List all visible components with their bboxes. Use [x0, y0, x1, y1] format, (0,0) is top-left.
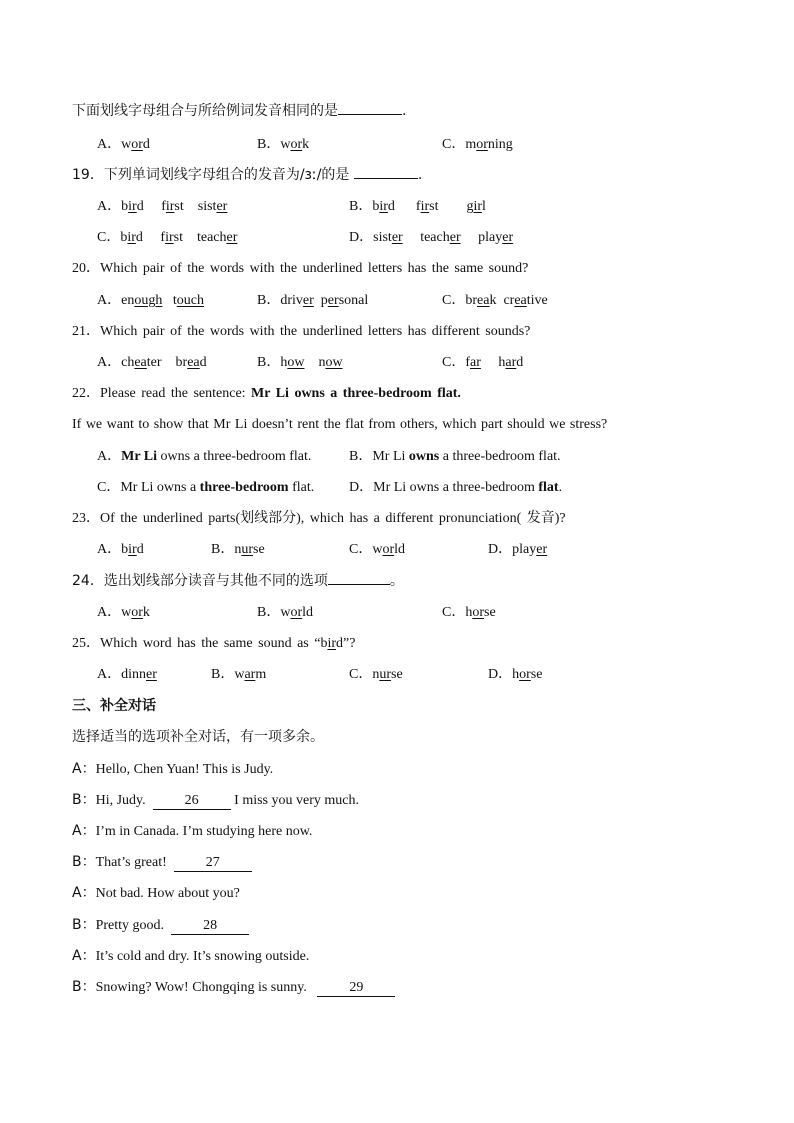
q22-option-d[interactable] — [349, 479, 562, 497]
q20-option-c[interactable] — [442, 292, 548, 310]
option-label: A． — [97, 199, 122, 214]
stressed-part: Mr Li — [121, 449, 158, 464]
option-text: owns a three-bedroom flat. — [157, 449, 312, 464]
word-part: se — [484, 605, 496, 620]
word-part: play — [512, 542, 537, 557]
underlined-letters: er — [391, 230, 403, 245]
word-part: k — [142, 605, 150, 620]
q19-option-d[interactable] — [349, 229, 513, 247]
option-text: Mr Li owns a three-bedroom — [373, 480, 539, 495]
dialogue-text: Pretty good. — [95, 918, 168, 933]
word-part: d — [136, 542, 144, 557]
underlined-letters: or — [519, 667, 531, 682]
stressed-part: flat — [538, 480, 559, 495]
word-part: sist — [373, 230, 392, 245]
q22-option-a[interactable] — [97, 448, 311, 466]
word-part: g — [466, 199, 474, 214]
q19-stem — [72, 166, 422, 184]
underlined-letters: ir — [165, 199, 175, 214]
q22-stem — [72, 385, 461, 403]
q18-option-b[interactable] — [257, 136, 309, 154]
word-part: b — [121, 542, 129, 557]
dialogue-line — [72, 853, 252, 872]
word-part: d — [516, 355, 524, 370]
word-part: d — [387, 199, 395, 214]
option-label: B． — [257, 355, 281, 370]
q22-option-c[interactable] — [97, 479, 314, 497]
word-part: d — [199, 355, 207, 370]
speaker-label: A： — [72, 885, 96, 901]
underlined-letters: or — [476, 137, 488, 152]
word-part: d — [142, 137, 150, 152]
blank-27[interactable]: 27 — [174, 855, 252, 872]
word-part: w — [121, 137, 132, 152]
q19-option-b[interactable] — [349, 198, 486, 216]
dialogue-line — [72, 884, 240, 903]
word-part: ld — [394, 542, 406, 557]
word-part: se — [391, 667, 403, 682]
word-part: k — [489, 293, 497, 308]
option-label: A． — [97, 605, 122, 620]
speaker-label: A： — [72, 948, 96, 964]
underlined-letters: ir — [165, 230, 174, 245]
dialogue-line — [72, 978, 395, 997]
underlined-letters: or — [131, 605, 143, 620]
option-text: flat. — [288, 480, 315, 495]
dialogue-text: It’s cold and dry. It’s snowing outside. — [95, 949, 310, 964]
option-text: . — [558, 480, 563, 495]
dialogue-text: I’m in Canada. I’m studying here now. — [95, 824, 313, 839]
word-part: h — [280, 355, 288, 370]
word-part: n — [318, 355, 326, 370]
word-part: st — [173, 230, 183, 245]
word-part: en — [121, 293, 135, 308]
dialogue-text: Hello, Chen Yuan! This is Judy. — [95, 762, 274, 777]
option-label: B． — [257, 293, 281, 308]
underlined-letters: or — [382, 542, 395, 557]
option-label: C． — [442, 137, 466, 152]
word-part: f — [161, 199, 166, 214]
option-label: C． — [442, 605, 466, 620]
speaker-label: B： — [72, 917, 96, 933]
dialogue-text: Not bad. How about you? — [95, 886, 240, 901]
underlined-letters: ea — [187, 355, 200, 370]
word-part: st — [429, 199, 439, 214]
word-part: f — [415, 199, 421, 214]
word-part: d — [136, 199, 144, 214]
underlined-letters: ow — [287, 355, 305, 370]
option-label: D． — [349, 230, 374, 245]
q18-stem — [72, 102, 406, 120]
underlined-letters: ur — [379, 667, 392, 682]
q23-option-a[interactable] — [97, 541, 144, 559]
word-part: ning — [487, 137, 513, 152]
underlined-letters: ir — [127, 230, 136, 245]
option-label: A． — [97, 355, 122, 370]
q18-stem-text: 下面划线字母组合与所给例词发音相同的是 — [72, 103, 338, 119]
q20-stem-text: Which pair of the words with the underlined letters has the same sound? — [100, 261, 529, 276]
underlined-letters: or — [290, 605, 303, 620]
word-part: br — [465, 293, 478, 308]
word-part: h — [498, 355, 506, 370]
option-label: A． — [97, 137, 122, 152]
q23-stem — [72, 510, 566, 528]
q23-stem-text: Of the underlined parts(划线部分), which has a different pronunciation( 发音)? — [100, 511, 566, 526]
word-part: tive — [526, 293, 548, 308]
underlined-letters: or — [472, 605, 485, 620]
word-part: w — [121, 605, 132, 620]
word-part: w — [234, 667, 245, 682]
q21-option-b[interactable] — [257, 354, 343, 372]
speaker-label: A： — [72, 761, 96, 777]
q25-stem-text: Which word has the same sound as “b — [100, 636, 328, 651]
q24-answer-blank[interactable] — [328, 584, 390, 585]
word-part: sonal — [338, 293, 369, 308]
word-part: b — [120, 230, 128, 245]
underlined-letters: ar — [505, 355, 517, 370]
underlined-letters: ea — [477, 293, 490, 308]
q21-option-a[interactable] — [97, 354, 207, 372]
underlined-letters: ea — [134, 355, 147, 370]
q22-stem-text: Please read the sentence: — [100, 386, 252, 401]
q24-stem — [72, 572, 404, 590]
underlined-letters: er — [302, 293, 314, 308]
dialogue-line — [72, 791, 359, 810]
word-part: ld — [302, 605, 314, 620]
word-part: k — [302, 137, 310, 152]
dialogue-text: Snowing? Wow! Chongqing is sunny. — [95, 980, 311, 995]
q19-answer-blank[interactable] — [354, 178, 418, 179]
underlined-letters: ir — [420, 199, 430, 214]
stressed-part: owns — [408, 449, 440, 464]
word-part: f — [160, 230, 166, 245]
option-label: C． — [349, 542, 373, 557]
q25-option-b[interactable] — [211, 666, 266, 684]
question-number: 20． — [72, 261, 100, 276]
word-part: t — [172, 293, 177, 308]
stressed-part: three-bedroom — [199, 480, 289, 495]
question-number: 19． — [72, 167, 104, 183]
q21-option-c[interactable] — [442, 354, 523, 372]
question-number: 25． — [72, 636, 100, 651]
word-part: driv — [280, 293, 303, 308]
dialogue-line — [72, 760, 273, 779]
q18-stem-suffix: . — [402, 103, 407, 119]
underlined-letters: ea — [514, 293, 527, 308]
q18-answer-blank[interactable] — [338, 114, 402, 115]
q22-option-b[interactable] — [349, 448, 561, 466]
word-part: teach — [196, 230, 227, 245]
q23-option-c[interactable] — [349, 541, 405, 559]
word-part: b — [121, 199, 129, 214]
underlined-letters: ur — [241, 542, 254, 557]
q24-stem-suffix: 。 — [389, 573, 404, 589]
question-number: 22． — [72, 386, 100, 401]
q23-option-d[interactable] — [488, 541, 547, 559]
speaker-label: B： — [72, 854, 96, 870]
word-part: cr — [503, 293, 515, 308]
speaker-label: B： — [72, 792, 96, 808]
dialogue-text: I miss you very much. — [230, 793, 359, 808]
word-part: m — [465, 137, 477, 152]
word-part: f — [465, 355, 471, 370]
q25-option-c[interactable] — [349, 666, 403, 684]
word-part: sist — [197, 199, 217, 214]
dialogue-text: That’s great! — [95, 855, 171, 870]
q20-option-a[interactable] — [97, 292, 204, 310]
word-part: ter — [146, 355, 162, 370]
speaker-label: B： — [72, 979, 96, 995]
option-label: D． — [488, 667, 513, 682]
q25-stem-suffix: d”? — [336, 636, 356, 651]
underlined-letters: ir — [128, 542, 137, 557]
option-label: D． — [349, 480, 374, 495]
option-label: D． — [488, 542, 513, 557]
q18-option-a[interactable] — [97, 136, 150, 154]
q24-option-b[interactable] — [257, 604, 313, 622]
word-part: teach — [420, 230, 450, 245]
q19-option-c[interactable] — [97, 229, 237, 247]
q18-option-c[interactable] — [442, 136, 513, 154]
option-label: B． — [349, 449, 373, 464]
question-number: 24． — [72, 573, 104, 589]
blank-28[interactable]: 28 — [171, 918, 249, 935]
word-part: h — [465, 605, 473, 620]
dialogue-line — [72, 947, 309, 966]
option-label: A． — [97, 542, 122, 557]
question-number: 23． — [72, 511, 100, 526]
underlined-letters: ir — [128, 199, 137, 214]
q22-follow: If we want to show that Mr Li doesn’t rent the flat from others, which part should we stress? — [72, 417, 608, 432]
underlined-letters: er — [502, 230, 514, 245]
question-number: 21． — [72, 324, 100, 339]
word-part: m — [255, 667, 267, 682]
underlined-letters: ouch — [176, 293, 204, 308]
option-label: C． — [442, 355, 466, 370]
option-label: C． — [97, 480, 121, 495]
option-text: Mr Li owns a — [120, 480, 200, 495]
option-label: B． — [257, 137, 281, 152]
word-part: d — [135, 230, 143, 245]
word-part: b — [372, 199, 380, 214]
underlined-letters: ough — [134, 293, 163, 308]
word-part: w — [372, 542, 383, 557]
option-label: C． — [442, 293, 466, 308]
q22-sentence: Mr Li owns a three-bedroom flat. — [251, 386, 461, 401]
option-label: B． — [211, 542, 235, 557]
underlined-letters: er — [449, 230, 461, 245]
word-part: dinn — [121, 667, 147, 682]
underlined-letters: er — [327, 293, 339, 308]
word-part: w — [280, 605, 291, 620]
word-part: br — [175, 355, 188, 370]
option-label: B． — [211, 667, 235, 682]
option-label: B． — [257, 605, 281, 620]
q21-stem — [72, 323, 530, 341]
word-part: w — [280, 137, 291, 152]
q25-option-d[interactable] — [488, 666, 542, 684]
word-part: ch — [121, 355, 135, 370]
q19-stem-text: 下列单词划线字母组合的发音为/ɜː/的是 — [103, 167, 350, 183]
underlined-letters: er — [146, 667, 157, 682]
option-text: Mr Li — [372, 449, 409, 464]
word-part: n — [372, 667, 380, 682]
word-part: l — [482, 199, 486, 214]
q19-option-a[interactable] — [97, 198, 227, 216]
q23-option-b[interactable] — [211, 541, 265, 559]
underlined-letters: ir — [473, 199, 483, 214]
blank-26[interactable]: 26 — [153, 793, 231, 810]
dialogue-text: Hi, Judy. — [95, 793, 150, 808]
q25-stem — [72, 635, 355, 653]
word-part: st — [174, 199, 184, 214]
underlined-letters: er — [226, 230, 238, 245]
option-label: C． — [349, 667, 373, 682]
option-label: A． — [97, 667, 122, 682]
section-title: 三、补全对话 — [72, 698, 156, 714]
underlined-letters: or — [290, 137, 303, 152]
q25-option-a[interactable] — [97, 666, 157, 684]
q24-stem-text: 选出划线部分读音与其他不同的选项 — [103, 573, 328, 589]
speaker-label: A： — [72, 823, 96, 839]
word-part: se — [253, 542, 265, 557]
underlined-letters: ar — [244, 667, 256, 682]
underlined-letters: er — [216, 199, 228, 214]
word-part: h — [512, 667, 520, 682]
underlined-letters: ir — [327, 636, 337, 651]
dialogue-line — [72, 916, 249, 935]
option-label: B． — [349, 199, 373, 214]
q20-option-b[interactable] — [257, 292, 368, 310]
dialogue-line — [72, 822, 312, 841]
q24-option-a[interactable] — [97, 604, 150, 622]
q24-option-c[interactable] — [442, 604, 496, 622]
blank-29[interactable]: 29 — [317, 980, 395, 997]
option-text: a three-bedroom flat. — [439, 449, 561, 464]
word-part: se — [530, 667, 543, 682]
underlined-letters: ar — [470, 355, 481, 370]
underlined-letters: ir — [379, 199, 388, 214]
q19-stem-suffix: . — [417, 167, 423, 183]
q21-stem-text: Which pair of the words with the underlined letters has different sounds? — [100, 324, 531, 339]
option-label: A． — [97, 449, 122, 464]
q20-stem — [72, 260, 528, 278]
underlined-letters: or — [131, 137, 143, 152]
word-part: p — [320, 293, 328, 308]
word-part: play — [478, 230, 503, 245]
word-part: n — [234, 542, 242, 557]
underlined-letters: er — [536, 542, 548, 557]
option-label: A． — [97, 293, 122, 308]
underlined-letters: ow — [325, 355, 343, 370]
option-label: C． — [97, 230, 121, 245]
section-instruction: 选择适当的选项补全对话，有一项多余。 — [72, 729, 324, 745]
